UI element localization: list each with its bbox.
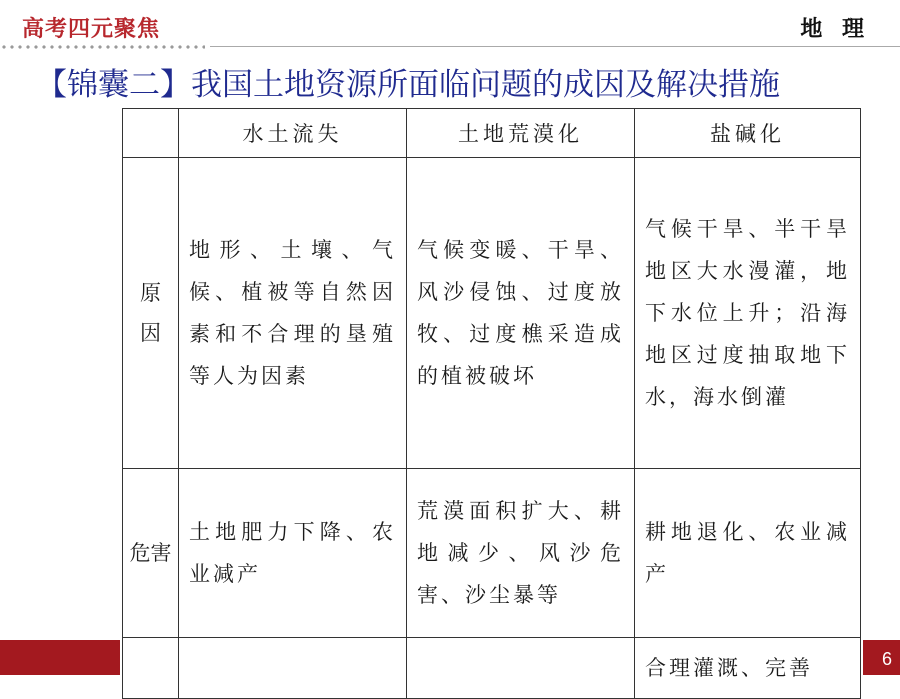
table-header-cell-empty [123,109,179,158]
table-header-salinization: 盐碱化 [635,109,861,158]
table-row-partial [123,638,861,699]
header-dotted-rule [0,44,205,50]
table-row-cause [123,158,861,469]
subject-label: 地 理 [800,17,870,42]
cell-cause-desertification: 气候变暖、干旱、风沙侵蚀、过度放牧、过度樵采造成的植被破坏 [407,158,635,469]
cell-harm-salinization: 耕地退化、农业减产 [635,469,861,638]
table-header-soil-erosion: 水土流失 [179,109,407,158]
cell-partial-soil-erosion [179,638,407,699]
table-header-desertification: 土地荒漠化 [407,109,635,158]
row-label-partial [123,638,179,699]
page-number: 6 [881,649,892,669]
comparison-table [122,108,861,699]
table-header-row [123,109,861,158]
table-row-harm [123,469,861,638]
slide-heading: 【锦囊二】我国土地资源所面临问题的成因及解决措施 [36,67,780,103]
footer-bar-left [0,640,120,675]
cell-partial-desertification [407,638,635,699]
cell-harm-soil-erosion: 土地肥力下降、农业减产 [179,469,407,638]
row-label-harm: 危害 [123,469,179,638]
cell-cause-soil-erosion: 地形、土壤、气候、植被等自然因素和不合理的垦殖等人为因素 [179,158,407,469]
cell-cause-salinization: 气候干旱、半干旱地区大水漫灌，地下水位上升；沿海地区过度抽取地下水，海水倒灌 [635,158,861,469]
cell-partial-salinization: 合理灌溉、完善 [635,638,861,699]
row-label-cause: 原因 [123,158,179,469]
brand-title: 高考四元聚焦 [22,16,161,42]
cell-harm-desertification: 荒漠面积扩大、耕地减少、风沙危害、沙尘暴等 [407,469,635,638]
header-rule [210,46,900,47]
